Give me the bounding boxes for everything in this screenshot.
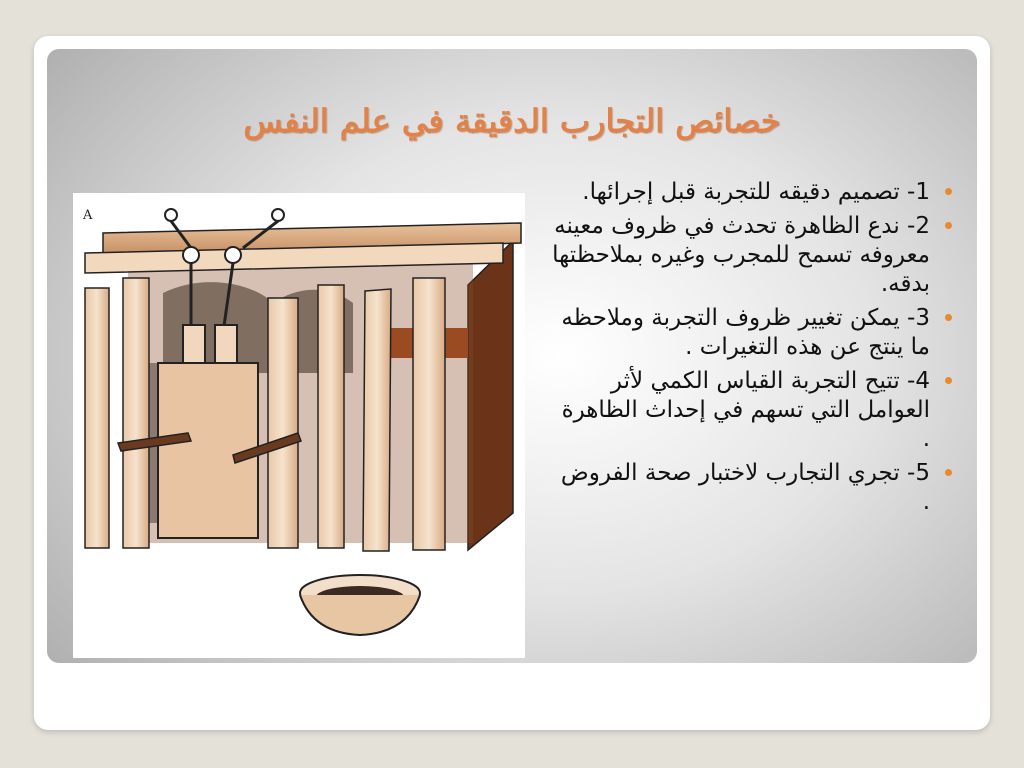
bullet-dot-icon bbox=[945, 188, 952, 195]
bullet-dot-icon bbox=[945, 469, 952, 476]
puzzle-box-illustration bbox=[73, 193, 525, 658]
bullet-list bbox=[548, 178, 946, 522]
bullet-dot-icon bbox=[945, 314, 952, 321]
bullet-item: 3- يمكن تغيير ظروف التجربة وملاحظه ما ينتج عن هذه التغيرات . bbox=[548, 304, 946, 362]
figure-label: A bbox=[83, 208, 93, 223]
bullet-item: 5- تجري التجارب لاختبار صحة الفروض . bbox=[548, 459, 946, 517]
bullet-dot-icon bbox=[945, 377, 952, 384]
bullet-item: 4- تتيح التجربة القياس الكمي لأثر العوامل التي تسهم في إحداث الظاهرة . bbox=[548, 367, 946, 454]
bullet-item: 2- ندع الظاهرة تحدث في ظروف معينه معروفه تسمح للمجرب وغيره بملاحظتها بدقه. bbox=[548, 212, 946, 299]
bullet-item: 1- تصميم دقيقه للتجربة قبل إجرائها. bbox=[548, 178, 946, 207]
slide-title: خصائص التجارب الدقيقة في علم النفس bbox=[243, 102, 781, 140]
bullet-dot-icon bbox=[945, 222, 952, 229]
